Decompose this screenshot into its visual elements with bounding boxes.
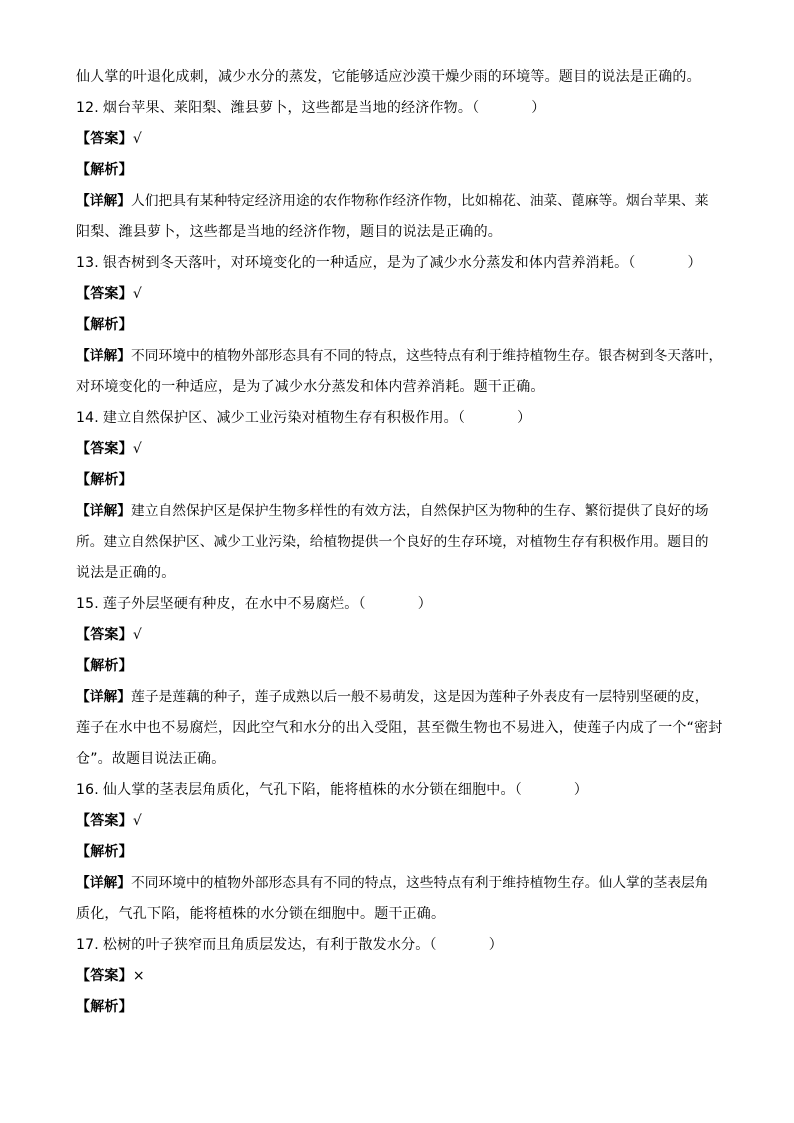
detail-label: 【详解】 (76, 193, 132, 209)
detail-line: 莲子在水中也不易腐烂，因此空气和水分的出入受阻，甚至微生物也不易进入，使莲子内成了一个“密封 (76, 720, 723, 736)
question-13 (76, 248, 726, 403)
analysis-label: 【解析】 (76, 317, 133, 333)
answer-label: 【答案】 (76, 968, 133, 984)
analysis-label: 【解析】 (76, 999, 133, 1015)
detail-label: 【详解】 (76, 348, 132, 364)
detail-line: 【详解】建立自然保护区是保护生物多样性的有效方法，自然保护区为物种的生存、繁衍提供了良好的场 (76, 503, 709, 519)
detail-line: 【详解】不同环境中的植物外部形态具有不同的特点，这些特点有利于维持植物生存。银杏树到冬天落叶， (76, 348, 723, 364)
answer-value: √ (132, 441, 142, 457)
answer-value: √ (132, 813, 142, 829)
answer-label: 【答案】 (76, 286, 133, 302)
answer-line (76, 279, 726, 310)
document-page (76, 62, 726, 1023)
question-number: 17. (76, 937, 99, 953)
answer-line (76, 961, 726, 992)
detail-line: 阳梨、潍县萝卜，这些都是当地的经济作物，题目的说法是正确的。 (76, 224, 502, 240)
question-text: 仙人掌的茎表层角质化，气孔下陷，能将植株的水分锁在细胞中。 (102, 782, 515, 798)
question-text: 烟台苹果、莱阳梨、潍县萝卜，这些都是当地的经济作物。 (102, 100, 473, 116)
detail-label: 【详解】 (76, 503, 132, 519)
detail-line: 【详解】莲子是莲藕的种子，莲子成熟以后一般不易萌发，这是因为莲种子外表皮有一层特别坚硬的皮， (76, 689, 709, 705)
answer-value: √ (132, 286, 142, 302)
question-number: 16. (76, 782, 99, 798)
detail-line: 质化，气孔下陷，能将植株的水分锁在细胞中。题干正确。 (76, 906, 446, 922)
question-text: 建立自然保护区、减少工业污染对植物生存有积极作用。 (102, 410, 458, 426)
detail-label: 【详解】 (76, 875, 132, 891)
question-15 (76, 589, 726, 775)
question-17 (76, 930, 726, 1023)
question-stem: 17. 松树的叶子狭窄而且角质层发达，有利于散发水分。（ ） (76, 937, 503, 953)
question-stem: 12. 烟台苹果、莱阳梨、潍县萝卜，这些都是当地的经济作物。（ ） (76, 100, 546, 116)
detail-line: 【详解】人们把具有某种特定经济用途的农作物称作经济作物，比如棉花、油菜、蓖麻等。烟台苹果、莱 (76, 193, 709, 209)
question-number: 15. (76, 596, 99, 612)
answer-value: √ (132, 131, 142, 147)
answer-line (76, 434, 726, 465)
answer-line (76, 806, 726, 837)
lead-paragraph: 仙人掌的叶退化成刺，减少水分的蒸发，它能够适应沙漠干燥少雨的环境等。题目的说法是正确的。 (76, 69, 701, 85)
question-text: 莲子外层坚硬有种皮，在水中不易腐烂。 (102, 596, 359, 612)
detail-label: 【详解】 (76, 689, 132, 705)
answer-value: √ (132, 627, 142, 643)
detail-line: 所。建立自然保护区、减少工业污染，给植物提供一个良好的生存环境，对植物生存有积极作用。题目的 (76, 534, 709, 550)
question-stem: 16. 仙人掌的茎表层角质化，气孔下陷，能将植株的水分锁在细胞中。（ ） (76, 782, 589, 798)
answer-label: 【答案】 (76, 627, 133, 643)
answer-line (76, 620, 726, 651)
analysis-label: 【解析】 (76, 472, 133, 488)
question-14 (76, 403, 726, 589)
detail-line: 对环境变化的一种适应，是为了减少水分蒸发和体内营养消耗。题干正确。 (76, 379, 545, 395)
detail-line: 【详解】不同环境中的植物外部形态具有不同的特点，这些特点有利于维持植物生存。仙人掌的茎表层角 (76, 875, 709, 891)
answer-label: 【答案】 (76, 131, 133, 147)
detail-line: 说法是正确的。 (76, 565, 176, 581)
answer-line (76, 124, 726, 155)
analysis-line (76, 310, 726, 341)
analysis-line (76, 992, 726, 1023)
question-stem: 13. 银杏树到冬天落叶，对环境变化的一种适应，是为了减少水分蒸发和体内营养消耗。（ ） (76, 255, 702, 271)
answer-label: 【答案】 (76, 813, 133, 829)
analysis-line (76, 155, 726, 186)
question-stem: 15. 莲子外层坚硬有种皮，在水中不易腐烂。（ ） (76, 596, 432, 612)
question-text: 松树的叶子狭窄而且角质层发达，有利于散发水分。 (102, 937, 430, 953)
detail-line: 仓”。故题目说法正确。 (76, 751, 226, 767)
question-stem: 14. 建立自然保护区、减少工业污染对植物生存有积极作用。（ ） (76, 410, 532, 426)
analysis-label: 【解析】 (76, 658, 133, 674)
analysis-line (76, 465, 726, 496)
answer-label: 【答案】 (76, 441, 133, 457)
analysis-label: 【解析】 (76, 162, 133, 178)
question-12 (76, 93, 726, 248)
question-number: 14. (76, 410, 99, 426)
analysis-line (76, 651, 726, 682)
question-number: 13. (76, 255, 99, 271)
analysis-label: 【解析】 (76, 844, 133, 860)
answer-value: × (132, 968, 145, 984)
question-text: 银杏树到冬天落叶，对环境变化的一种适应，是为了减少水分蒸发和体内营养消耗。 (102, 255, 629, 271)
question-16 (76, 775, 726, 930)
question-number: 12. (76, 100, 99, 116)
analysis-line (76, 837, 726, 868)
